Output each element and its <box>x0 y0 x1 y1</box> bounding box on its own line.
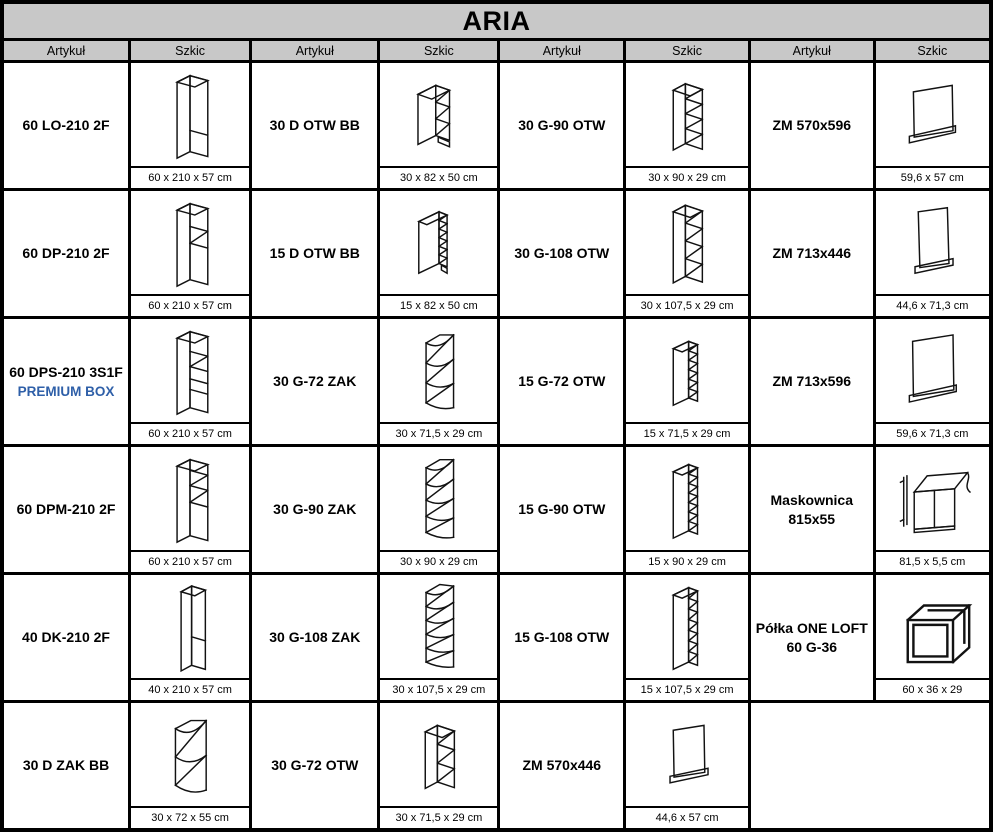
article-cell <box>252 447 377 572</box>
dimensions-caption <box>131 422 249 444</box>
dimensions-caption <box>626 422 748 444</box>
article-cell <box>4 319 128 444</box>
dimensions-label: 30 x 107,5 x 29 cm <box>640 300 734 312</box>
article-cell <box>252 575 377 700</box>
column-header-szkic-4: Szkic <box>876 41 989 60</box>
sketch-area <box>380 319 497 422</box>
sketch-area <box>626 703 748 806</box>
article-label: ZM 570x446 <box>522 757 602 774</box>
sketch-area <box>876 575 989 678</box>
empty-cell <box>751 703 989 828</box>
dimensions-caption <box>876 166 989 188</box>
wall-open-15-7t-icon <box>633 578 741 675</box>
dimensions-caption <box>131 806 249 828</box>
dimensions-label: 44,6 x 57 cm <box>655 812 719 824</box>
dimensions-label: 15 x 107,5 x 29 cm <box>640 684 734 696</box>
article-cell <box>500 63 623 188</box>
column-header-artykul-1: Artykuł <box>4 41 128 60</box>
sketch-area <box>876 319 989 422</box>
sketch-area <box>131 319 249 422</box>
article-cell <box>751 319 873 444</box>
dimensions-label: 40 x 210 x 57 cm <box>148 684 232 696</box>
dimensions-label: 59,6 x 57 cm <box>900 172 964 184</box>
dimensions-caption <box>626 166 748 188</box>
dimensions-label: 15 x 71,5 x 29 cm <box>643 428 731 440</box>
article-cell <box>252 703 377 828</box>
sketch-cell <box>131 575 249 700</box>
article-cell <box>252 319 377 444</box>
sketch-cell <box>626 63 748 188</box>
article-cell <box>252 63 377 188</box>
dimensions-caption <box>626 294 748 316</box>
sketch-cell <box>380 63 497 188</box>
dimensions-caption <box>131 550 249 572</box>
dimensions-caption <box>131 294 249 316</box>
tall-cabinet-2f-icon <box>136 66 244 163</box>
sketch-cell <box>876 319 989 444</box>
sketch-cell <box>380 191 497 316</box>
dimensions-caption <box>380 806 497 828</box>
panel-713x446-icon <box>878 194 986 291</box>
dimensions-caption <box>380 550 497 572</box>
panel-570x596-icon <box>878 66 986 163</box>
wall-open-30-4t-icon <box>633 194 741 291</box>
dimensions-label: 60 x 210 x 57 cm <box>148 428 232 440</box>
panel-713x596-icon <box>878 322 986 419</box>
dimensions-caption <box>131 166 249 188</box>
wall-open-15-7-icon <box>633 450 741 547</box>
sketch-cell <box>380 703 497 828</box>
column-header-szkic-1: Szkic <box>131 41 249 60</box>
article-label: 30 G-108 OTW <box>514 245 610 262</box>
article-label: 60 DPS-210 3S1F <box>9 363 123 380</box>
tall-oven-cabinet-icon <box>136 194 244 291</box>
corner-base-2-icon <box>136 706 244 803</box>
sketch-cell <box>131 191 249 316</box>
sketch-cell <box>131 319 249 444</box>
article-cell <box>500 191 623 316</box>
sketch-area <box>380 63 497 166</box>
dimensions-label: 30 x 72 x 55 cm <box>151 812 229 824</box>
sketch-area <box>876 63 989 166</box>
article-label: 30 D ZAK BB <box>22 757 110 774</box>
article-label: 15 G-72 OTW <box>518 373 606 390</box>
article-label: 30 D OTW BB <box>269 117 360 134</box>
sketch-area <box>380 575 497 678</box>
dimensions-caption <box>876 678 989 700</box>
sketch-area <box>626 319 748 422</box>
article-label: ZM 713x596 <box>772 373 852 390</box>
wall-open-30-3-icon <box>385 706 493 803</box>
article-label: 30 G-72 OTW <box>271 757 359 774</box>
article-label: 60 LO-210 2F <box>22 117 110 134</box>
panel-570x446-icon <box>633 706 741 803</box>
article-cell <box>751 575 873 700</box>
sketch-cell <box>131 703 249 828</box>
sketch-area <box>380 703 497 806</box>
article-cell <box>751 63 873 188</box>
column-header-szkic-3: Szkic <box>626 41 748 60</box>
article-cell <box>4 575 128 700</box>
dimensions-caption <box>876 550 989 572</box>
article-label: 15 G-90 OTW <box>518 501 606 518</box>
dimensions-caption <box>380 294 497 316</box>
base-open-shelf-15-icon <box>385 194 493 291</box>
sketch-cell <box>380 575 497 700</box>
column-header-szkic-2: Szkic <box>380 41 497 60</box>
sketch-area <box>131 63 249 166</box>
dimensions-caption <box>131 678 249 700</box>
dimensions-label: 30 x 90 x 29 cm <box>648 172 726 184</box>
article-cell <box>4 63 128 188</box>
sketch-cell <box>876 575 989 700</box>
dimensions-caption <box>876 294 989 316</box>
dimensions-label: 59,6 x 71,3 cm <box>896 428 969 440</box>
article-cell <box>751 447 873 572</box>
tall-oven-drawers-icon <box>136 322 244 419</box>
corner-shelf-3-icon <box>385 322 493 419</box>
column-header-artykul-3: Artykuł <box>500 41 623 60</box>
article-cell <box>4 447 128 572</box>
column-header-artykul-2: Artykuł <box>252 41 377 60</box>
sketch-cell <box>876 447 989 572</box>
dimensions-caption <box>876 422 989 444</box>
base-open-shelf-30-icon <box>385 66 493 163</box>
article-label: Maskownica 815x55 <box>770 492 853 527</box>
dimensions-caption <box>380 678 497 700</box>
sketch-cell <box>876 191 989 316</box>
sketch-area <box>876 447 989 550</box>
dimensions-caption <box>380 422 497 444</box>
dimensions-label: 30 x 71,5 x 29 cm <box>395 812 483 824</box>
sketch-area <box>626 447 748 550</box>
column-header-artykul-4: Artykuł <box>751 41 873 60</box>
tall-cabinet-40-icon <box>136 578 244 675</box>
sketch-cell <box>131 63 249 188</box>
sketch-cell <box>626 191 748 316</box>
sketch-area <box>876 191 989 294</box>
sketch-area <box>626 191 748 294</box>
sketch-cell <box>380 319 497 444</box>
article-cell <box>500 319 623 444</box>
article-cell <box>751 191 873 316</box>
article-label: 60 DPM-210 2F <box>16 501 116 518</box>
article-label: 30 G-90 OTW <box>518 117 606 134</box>
page-title: ARIA <box>4 4 989 38</box>
dimensions-label: 44,6 x 71,3 cm <box>896 300 969 312</box>
sketch-cell <box>380 447 497 572</box>
dimensions-caption <box>380 166 497 188</box>
dimensions-label: 60 x 210 x 57 cm <box>148 556 232 568</box>
article-label: 30 G-72 ZAK <box>273 373 357 390</box>
sketch-area <box>131 575 249 678</box>
sketch-area <box>626 575 748 678</box>
wall-open-30-4-icon <box>633 66 741 163</box>
sketch-cell <box>876 63 989 188</box>
article-label: Półka ONE LOFT 60 G-36 <box>755 620 868 655</box>
sketch-area <box>131 703 249 806</box>
corner-shelf-5-icon <box>385 578 493 675</box>
article-cell <box>252 191 377 316</box>
article-cell <box>500 703 623 828</box>
dimensions-label: 60 x 36 x 29 <box>902 684 963 696</box>
article-cell <box>4 703 128 828</box>
article-cell <box>4 191 128 316</box>
article-label: 15 G-108 OTW <box>514 629 610 646</box>
dimensions-caption <box>626 806 748 828</box>
sketch-cell <box>626 319 748 444</box>
sketch-cell <box>626 447 748 572</box>
article-cell <box>500 575 623 700</box>
tall-oven-micro-icon <box>136 450 244 547</box>
maskownica-icon <box>878 450 986 547</box>
article-label: ZM 570x596 <box>772 117 852 134</box>
article-cell <box>500 447 623 572</box>
sketch-cell <box>131 447 249 572</box>
sketch-area <box>380 447 497 550</box>
premium-box-label: PREMIUM BOX <box>17 383 115 399</box>
dimensions-label: 30 x 107,5 x 29 cm <box>392 684 486 696</box>
dimensions-label: 81,5 x 5,5 cm <box>899 556 966 568</box>
article-label: 60 DP-210 2F <box>22 245 110 262</box>
article-label: 30 G-90 ZAK <box>273 501 357 518</box>
dimensions-label: 15 x 90 x 29 cm <box>648 556 726 568</box>
sketch-area <box>131 447 249 550</box>
dimensions-label: 60 x 210 x 57 cm <box>148 172 232 184</box>
article-label: ZM 713x446 <box>772 245 852 262</box>
dimensions-label: 30 x 71,5 x 29 cm <box>395 428 483 440</box>
sketch-area <box>380 191 497 294</box>
dimensions-label: 30 x 82 x 50 cm <box>400 172 478 184</box>
article-label: 30 G-108 ZAK <box>269 629 361 646</box>
dimensions-label: 60 x 210 x 57 cm <box>148 300 232 312</box>
sketch-area <box>131 191 249 294</box>
dimensions-caption <box>626 678 748 700</box>
article-label: 40 DK-210 2F <box>22 629 110 646</box>
corner-shelf-4-icon <box>385 450 493 547</box>
dimensions-label: 30 x 90 x 29 cm <box>400 556 478 568</box>
wall-open-15-5-icon <box>633 322 741 419</box>
sketch-area <box>626 63 748 166</box>
article-label: 15 D OTW BB <box>269 245 360 262</box>
sketch-cell <box>626 703 748 828</box>
dimensions-label: 15 x 82 x 50 cm <box>400 300 478 312</box>
loft-shelf-icon <box>878 578 986 675</box>
sketch-cell <box>626 575 748 700</box>
dimensions-caption <box>626 550 748 572</box>
